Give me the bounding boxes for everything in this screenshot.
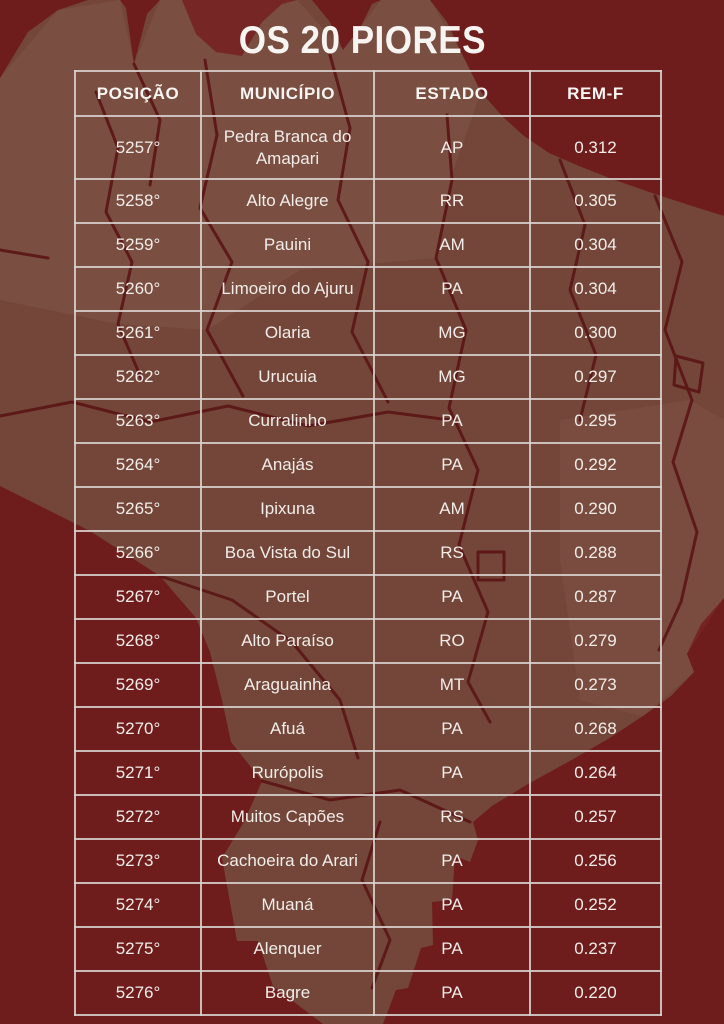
ranking-table xyxy=(74,70,662,1016)
cell-municipio: Alto Alegre xyxy=(201,179,374,223)
table-row xyxy=(75,267,661,311)
cell-rem-f: 0.257 xyxy=(530,795,661,839)
cell-posicao: 5263° xyxy=(75,399,201,443)
cell-municipio: Afuá xyxy=(201,707,374,751)
table-row xyxy=(75,707,661,751)
cell-municipio: Rurópolis xyxy=(201,751,374,795)
cell-municipio: Pedra Branca do Amapari xyxy=(201,116,374,179)
cell-posicao: 5275° xyxy=(75,927,201,971)
cell-posicao: 5262° xyxy=(75,355,201,399)
table-row xyxy=(75,355,661,399)
cell-estado: PA xyxy=(374,443,530,487)
cell-municipio: Curralinho xyxy=(201,399,374,443)
cell-posicao: 5261° xyxy=(75,311,201,355)
table-body xyxy=(75,116,661,1015)
table-header xyxy=(75,71,661,116)
cell-estado: PA xyxy=(374,399,530,443)
cell-municipio: Pauini xyxy=(201,223,374,267)
table-row xyxy=(75,116,661,179)
table-row xyxy=(75,575,661,619)
cell-estado: RS xyxy=(374,795,530,839)
header-posicao: POSIÇÃO xyxy=(75,71,201,116)
cell-estado: PA xyxy=(374,883,530,927)
cell-posicao: 5264° xyxy=(75,443,201,487)
table-row xyxy=(75,311,661,355)
table-row xyxy=(75,663,661,707)
cell-rem-f: 0.273 xyxy=(530,663,661,707)
cell-posicao: 5267° xyxy=(75,575,201,619)
cell-estado: MG xyxy=(374,311,530,355)
cell-estado: RO xyxy=(374,619,530,663)
cell-rem-f: 0.256 xyxy=(530,839,661,883)
table-row xyxy=(75,751,661,795)
cell-rem-f: 0.292 xyxy=(530,443,661,487)
cell-posicao: 5265° xyxy=(75,487,201,531)
cell-municipio: Portel xyxy=(201,575,374,619)
cell-municipio: Ipixuna xyxy=(201,487,374,531)
cell-municipio: Alto Paraíso xyxy=(201,619,374,663)
table-row xyxy=(75,795,661,839)
table-row xyxy=(75,971,661,1015)
cell-municipio: Olaria xyxy=(201,311,374,355)
cell-estado: RS xyxy=(374,531,530,575)
cell-estado: PA xyxy=(374,707,530,751)
cell-posicao: 5272° xyxy=(75,795,201,839)
cell-estado: PA xyxy=(374,575,530,619)
cell-rem-f: 0.287 xyxy=(530,575,661,619)
header-row xyxy=(75,71,661,116)
cell-municipio: Bagre xyxy=(201,971,374,1015)
cell-posicao: 5274° xyxy=(75,883,201,927)
cell-posicao: 5268° xyxy=(75,619,201,663)
cell-rem-f: 0.304 xyxy=(530,267,661,311)
cell-municipio: Urucuia xyxy=(201,355,374,399)
cell-rem-f: 0.279 xyxy=(530,619,661,663)
cell-rem-f: 0.300 xyxy=(530,311,661,355)
cell-rem-f: 0.295 xyxy=(530,399,661,443)
cell-posicao: 5276° xyxy=(75,971,201,1015)
table-row xyxy=(75,443,661,487)
cell-estado: PA xyxy=(374,927,530,971)
cell-municipio: Cachoeira do Arari xyxy=(201,839,374,883)
cell-posicao: 5269° xyxy=(75,663,201,707)
cell-municipio: Muaná xyxy=(201,883,374,927)
cell-estado: AM xyxy=(374,487,530,531)
cell-municipio: Boa Vista do Sul xyxy=(201,531,374,575)
cell-posicao: 5259° xyxy=(75,223,201,267)
table-row xyxy=(75,531,661,575)
cell-estado: AP xyxy=(374,116,530,179)
cell-municipio: Alenquer xyxy=(201,927,374,971)
table-row xyxy=(75,927,661,971)
cell-posicao: 5271° xyxy=(75,751,201,795)
cell-estado: AM xyxy=(374,223,530,267)
table-row xyxy=(75,619,661,663)
header-estado: ESTADO xyxy=(374,71,530,116)
header-rem-f: REM-F xyxy=(530,71,661,116)
cell-estado: PA xyxy=(374,971,530,1015)
cell-rem-f: 0.252 xyxy=(530,883,661,927)
cell-estado: PA xyxy=(374,839,530,883)
cell-rem-f: 0.305 xyxy=(530,179,661,223)
table-row xyxy=(75,883,661,927)
cell-posicao: 5260° xyxy=(75,267,201,311)
cell-rem-f: 0.220 xyxy=(530,971,661,1015)
cell-rem-f: 0.304 xyxy=(530,223,661,267)
cell-estado: PA xyxy=(374,751,530,795)
cell-municipio: Muitos Capões xyxy=(201,795,374,839)
cell-municipio: Limoeiro do Ajuru xyxy=(201,267,374,311)
header-municipio: MUNICÍPIO xyxy=(201,71,374,116)
cell-estado: MT xyxy=(374,663,530,707)
cell-posicao: 5258° xyxy=(75,179,201,223)
cell-posicao: 5270° xyxy=(75,707,201,751)
cell-posicao: 5266° xyxy=(75,531,201,575)
cell-rem-f: 0.297 xyxy=(530,355,661,399)
table-row xyxy=(75,223,661,267)
table-row xyxy=(75,487,661,531)
cell-estado: MG xyxy=(374,355,530,399)
cell-rem-f: 0.290 xyxy=(530,487,661,531)
cell-municipio: Araguainha xyxy=(201,663,374,707)
cell-municipio: Anajás xyxy=(201,443,374,487)
table-row xyxy=(75,179,661,223)
cell-rem-f: 0.288 xyxy=(530,531,661,575)
cell-estado: RR xyxy=(374,179,530,223)
cell-rem-f: 0.268 xyxy=(530,707,661,751)
cell-posicao: 5273° xyxy=(75,839,201,883)
cell-rem-f: 0.264 xyxy=(530,751,661,795)
cell-posicao: 5257° xyxy=(75,116,201,179)
cell-rem-f: 0.237 xyxy=(530,927,661,971)
cell-rem-f: 0.312 xyxy=(530,116,661,179)
table-row xyxy=(75,399,661,443)
table-row xyxy=(75,839,661,883)
page-title: OS 20 PIORES xyxy=(238,19,486,62)
cell-estado: PA xyxy=(374,267,530,311)
